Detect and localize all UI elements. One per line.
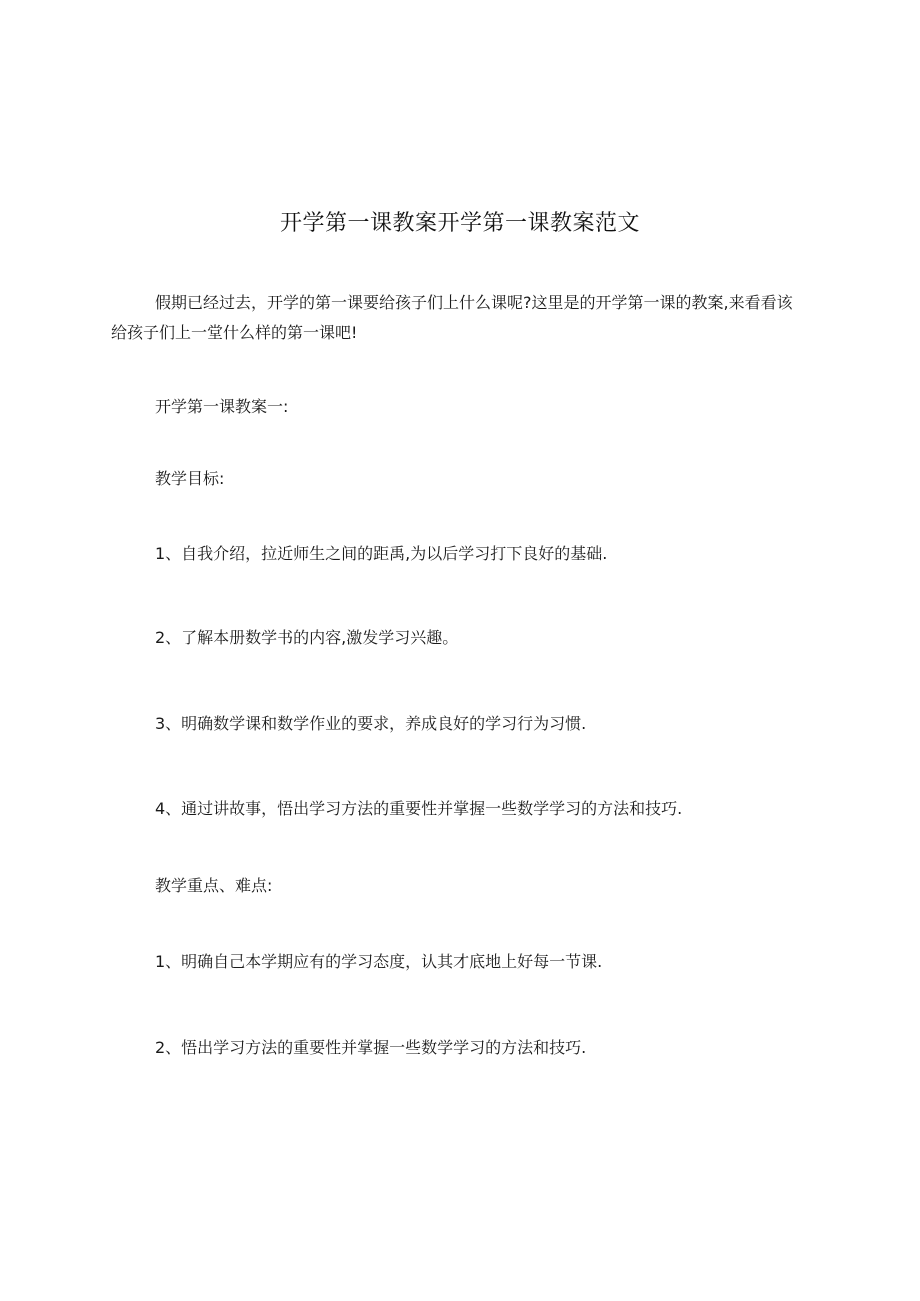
document-title: 开学第一课教案开学第一课教案范文 (279, 211, 640, 236)
key-point-item-1: 1、明确自己本学期应有的学习态度，认其才底地上好每一节课. (155, 952, 603, 971)
section-one-heading: 开学第一课教案一: (155, 397, 289, 416)
intro-paragraph: 假期已经过去，开学的第一课要给孩子们上什么课呢?这里是的开学第一课的教案,来看看该给孩子们上一堂什么样的第一课吧! (111, 293, 793, 342)
key-points-heading: 教学重点、难点: (155, 876, 273, 895)
objectives-heading: 教学目标: (155, 469, 225, 488)
objective-item-2: 2、了解本册数学书的内容,激发学习兴趣。 (155, 628, 459, 647)
key-point-item-2: 2、悟出学习方法的重要性并掌握一些数学学习的方法和技巧. (155, 1038, 587, 1057)
objective-item-4: 4、通过讲故事，悟出学习方法的重要性并掌握一些数学学习的方法和技巧. (155, 799, 683, 818)
objective-item-3: 3、明确数学课和数学作业的要求，养成良好的学习行为习惯. (155, 714, 587, 733)
objective-item-1: 1、自我介绍，拉近师生之间的距禹,为以后学习打下良好的基础. (155, 544, 608, 563)
